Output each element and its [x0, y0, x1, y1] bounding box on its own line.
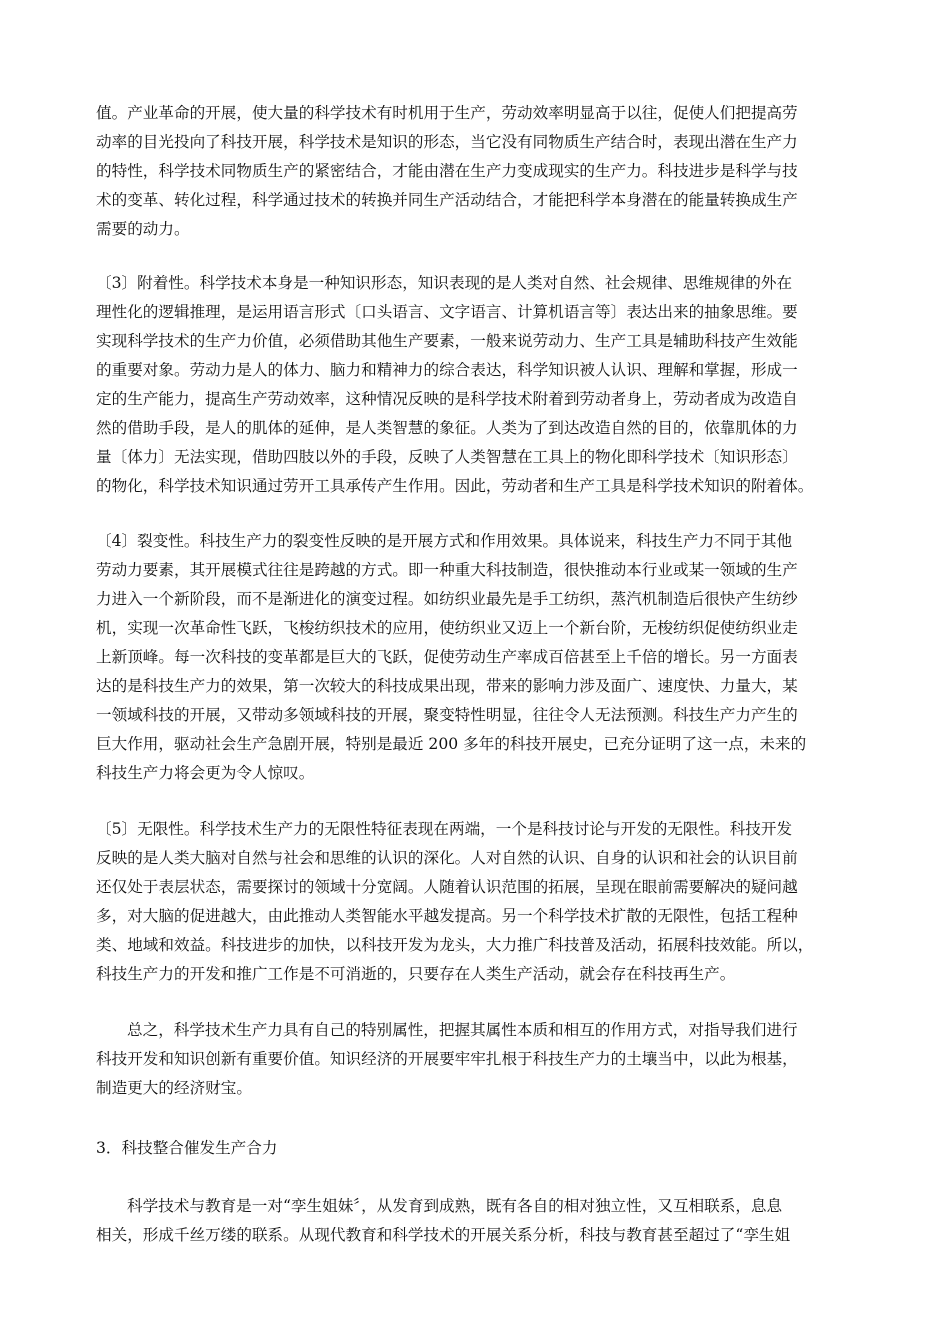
text-line: 的特性，科学技术同物质生产的紧密结合，才能由潜在生产力变成现实的生产力。科技进步是科学与技: [96, 162, 798, 180]
text-line: 〔3〕附着性。科学技术本身是一种知识形态，知识表现的是人类对自然、社会规律、思维规律的外在: [96, 274, 793, 292]
paragraph-infinity: [96, 815, 856, 989]
text-line: 值。产业革命的开展，使大量的科学技术有时机用于生产，劳动效率明显高于以往，促使人们把提高劳: [96, 104, 798, 122]
text-line: 类、地域和效益。科技进步的加快，以科技开发为龙头，大力推广科技普及活动，拓展科技效能。所以，: [96, 936, 814, 954]
text-line: 动率的目光投向了科技开展，科学技术是知识的形态，当它没有同物质生产结合时，表现出潜在生产力: [96, 133, 798, 151]
text-line: 巨大作用，驱动社会生产急剧开展，特别是最近 200 多年的科技开展史，已充分证明了这一点，未来的: [96, 735, 807, 753]
text-line: 总之，科学技术生产力具有自己的特别属性，把握其属性本质和相互的作用方式，对指导我们进行: [127, 1021, 798, 1039]
text-line: 需要的动力。: [96, 220, 190, 238]
text-line: 的物化，科学技术知识通过劳开工具承传产生作用。因此，劳动者和生产工具是科学技术知识的附着体。: [96, 477, 814, 495]
text-line: 科技开发和知识创新有重要价值。知识经济的开展要牢牢扎根于科技生产力的土壤当中，以此为根基，: [96, 1050, 798, 1068]
paragraph-fission: [96, 527, 856, 788]
text-line: 定的生产能力，提高生产劳动效率，这种情况反映的是科学技术附着到劳动者身上，劳动者成为改造自: [96, 390, 798, 408]
text-line: 〔4〕裂变性。科技生产力的裂变性反映的是开展方式和作用效果。具体说来，科技生产力不同于其他: [96, 532, 793, 550]
text-line: 力进入一个新阶段，而不是渐进化的演变过程。如纺织业最先是手工纺织，蒸汽机制造后很快产生纺纱: [96, 590, 798, 608]
paragraph-summary: [96, 1016, 856, 1103]
text-line: 反映的是人类大脑对自然与社会和思维的认识的深化。人对自然的认识、自身的认识和社会的认识目前: [96, 849, 798, 867]
text-line: 的重要对象。劳动力是人的体力、脑力和精神力的综合表达，科学知识被人认识、理解和掌握，形成一: [96, 361, 798, 379]
text-line: 科学技术与教育是一对“孪生姐妹〞，从发育到成熟，既有各自的相对独立性，又互相联系，息息: [127, 1197, 783, 1215]
text-line: 〔5〕无限性。科学技术生产力的无限性特征表现在两端，一个是科技讨论与开发的无限性。科技开发: [96, 820, 793, 838]
text-line: 量〔体力〕无法实现，借助四肢以外的手段，反映了人类智慧在工具上的物化即科学技术〔知识形态〕: [96, 448, 798, 466]
text-line: 然的借助手段，是人的肌体的延伸，是人类智慧的象征。人类为了到达改造自然的目的，依靠肌体的力: [96, 419, 798, 437]
text-line: 机，实现一次革命性飞跃，飞梭纺织技术的应用，使纺织业又迈上一个新台阶，无梭纺织促使纺织业走: [96, 619, 798, 637]
text-line: 科技生产力将会更为令人惊叹。: [96, 764, 315, 782]
paragraph-intro: [96, 99, 856, 244]
text-line: 多，对大脑的促进越大，由此推动人类智能水平越发提高。另一个科学技术扩散的无限性，包括工程种: [96, 907, 798, 925]
paragraph-attachment: [96, 269, 856, 501]
heading-text: 3．科技整合催发生产合力: [96, 1139, 278, 1157]
text-line: 实现科学技术的生产力价值，必须借助其他生产要素，一般来说劳动力、生产工具是辅助科技产生效能: [96, 332, 798, 350]
paragraph-final: [96, 1192, 856, 1250]
text-line: 制造更大的经济财宝。: [96, 1079, 252, 1097]
text-line: 科技生产力的开发和推广工作是不可消逝的，只要存在人类生产活动，就会存在科技再生产。: [96, 965, 736, 983]
text-line: 相关，形成千丝万缕的联系。从现代教育和科学技术的开展关系分析，科技与教育甚至超过了“孪生姐: [96, 1226, 791, 1244]
text-line: 理性化的逻辑推理，是运用语言形式〔口头语言、文字语言、计算机语言等〕表达出来的抽象思维。要: [96, 303, 798, 321]
text-line: 一领域科技的开展，又带动多领域科技的开展，聚变特性明显，往往令人无法预测。科技生产力产生的: [96, 706, 798, 724]
section-heading: [96, 1134, 856, 1163]
text-line: 上新顶峰。每一次科技的变革都是巨大的飞跃，促使劳动生产率成百倍甚至上千倍的增长。另一方面表: [96, 648, 798, 666]
text-line: 还仅处于表层状态，需要探讨的领域十分宽阔。人随着认识范围的拓展，呈现在眼前需要解决的疑问越: [96, 878, 798, 896]
text-line: 劳动力要素，其开展模式往往是跨越的方式。即一种重大科技制造，很快推动本行业或某一领域的生产: [96, 561, 798, 579]
text-line: 达的是科技生产力的效果，第一次较大的科技成果出现，带来的影响力涉及面广、速度快、力量大，某: [96, 677, 798, 695]
text-line: 术的变革、转化过程，科学通过技术的转换并同生产活动结合，才能把科学本身潜在的能量转换成生产: [96, 191, 798, 209]
